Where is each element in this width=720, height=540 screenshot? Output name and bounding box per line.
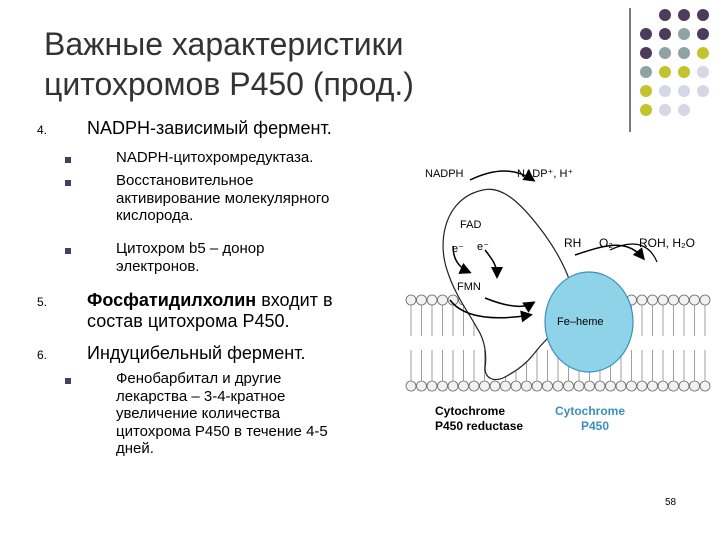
page-number: 58 [665,497,677,508]
decorative-dot [659,66,671,78]
item-text-5 [87,290,333,332]
fe-heme-label: Fe–heme [557,316,604,328]
nadph-label: NADPH [425,168,464,180]
decorative-dot [697,28,709,40]
bullet-square [65,248,71,254]
subitem-text [116,149,313,167]
decorative-dot [678,9,690,21]
lipid-head [438,381,448,391]
lipid-head [690,381,700,391]
lipid-head [627,381,637,391]
decorative-dot [659,9,671,21]
roh-label: ROH, H₂O [639,236,695,250]
cytochrome-p450-diagram [405,150,715,450]
lipid-head [543,381,553,391]
title-divider [629,8,631,132]
lipid-head [511,381,521,391]
subitem-line: Восстановительное [116,172,254,189]
reductase-caption-2: P450 reductase [435,419,524,433]
fmn-label: FMN [457,281,481,293]
lipid-head [459,381,469,391]
subitem-line: кислорода. [116,207,194,224]
lipid-head [490,381,500,391]
electron-label-1: e⁻ [452,243,464,255]
subitem-line: NADPH-цитохромредуктаза. [116,149,314,166]
item-text-5-rest: входит в [256,290,333,310]
bullet-square [65,378,71,384]
item-text-5-line2: состав цитохрома Р450. [87,311,290,331]
decorative-dot [678,104,690,116]
decorative-dot [697,85,709,97]
lipid-head [501,381,511,391]
subitem-line: Цитохром b5 – донор [116,240,265,257]
lipid-head [564,381,574,391]
decorative-dot [697,47,709,59]
decorative-dot [678,28,690,40]
decorative-dot [697,9,709,21]
lipid-head [616,381,626,391]
decorative-dot [659,104,671,116]
lipid-head [532,381,542,391]
decorative-dot [678,85,690,97]
electron-label-2: e⁻ [477,241,489,253]
lipid-head [658,295,668,305]
lipid-head [585,381,595,391]
lipid-head [406,381,416,391]
decorative-dot [697,66,709,78]
item-text-6: Индуцибельный фермент. [87,343,306,363]
lipid-head [606,381,616,391]
lipid-head [595,381,605,391]
decorative-dot [659,28,671,40]
subitem-text [116,370,328,458]
decorative-dot [659,85,671,97]
lipid-head [700,295,710,305]
decorative-dot [659,47,671,59]
subitem-line: электронов. [116,257,200,275]
decorative-dot [678,47,690,59]
lipid-head [690,295,700,305]
o2-label: O₂ [599,236,613,250]
subitem-line: Фенобарбитал и другие [116,370,282,387]
decorative-dot [640,66,652,78]
lipid-head [679,381,689,391]
decorative-dot [640,104,652,116]
slide-title [44,24,604,104]
p450-caption-2: P450 [581,419,610,433]
lipid-head [669,381,679,391]
subitem-line: лекарства – 3-4-кратное [116,387,286,405]
lipid-head [438,295,448,305]
lipid-head [448,381,458,391]
decorative-dot [640,85,652,97]
lipid-head [700,381,710,391]
title-line-2: цитохромов Р450 (прод.) [44,66,414,102]
lipid-head [406,295,416,305]
decorative-dot [640,28,652,40]
lipid-head [417,381,427,391]
item-number-6: 6. [37,348,48,362]
lipid-head [427,381,437,391]
lipid-head [574,381,584,391]
subitem-line: увеличение количества [116,405,281,422]
lipid-head [669,295,679,305]
lipid-head [637,295,647,305]
lipid-head [427,295,437,305]
subitem-line: активирование молекулярного [116,189,330,207]
decorative-dot [678,66,690,78]
rh-label: RH [564,236,582,250]
subitem-text [116,240,264,275]
lipid-head [469,381,479,391]
bullet-square [65,157,71,163]
lipid-head [522,381,532,391]
lipid-head [480,381,490,391]
item-text-4: NADPH-зависимый фермент. [87,118,332,138]
fad-label: FAD [460,219,482,231]
lipid-head [679,295,689,305]
lipid-head [658,381,668,391]
lipid-head [417,295,427,305]
lipid-head [648,381,658,391]
nadp-label: NADP⁺, H⁺ [517,168,574,180]
lipid-head [553,381,563,391]
item-number-4: 4. [37,123,48,137]
subitem-line: дней. [116,440,154,457]
p450-caption-1: Cytochrome [555,404,626,418]
bullet-square [65,180,71,186]
item-number-5: 5. [37,295,48,309]
subitem-line: цитохрома Р450 в течение 4-5 [116,422,328,440]
title-line-1: Важные характеристики [44,26,404,62]
decorative-dot [640,47,652,59]
lipid-head [637,381,647,391]
subitem-text [116,172,329,225]
item-text-5-bold: Фосфатидилхолин [87,290,257,310]
reductase-caption-1: Cytochrome [435,404,506,418]
lipid-head [648,295,658,305]
